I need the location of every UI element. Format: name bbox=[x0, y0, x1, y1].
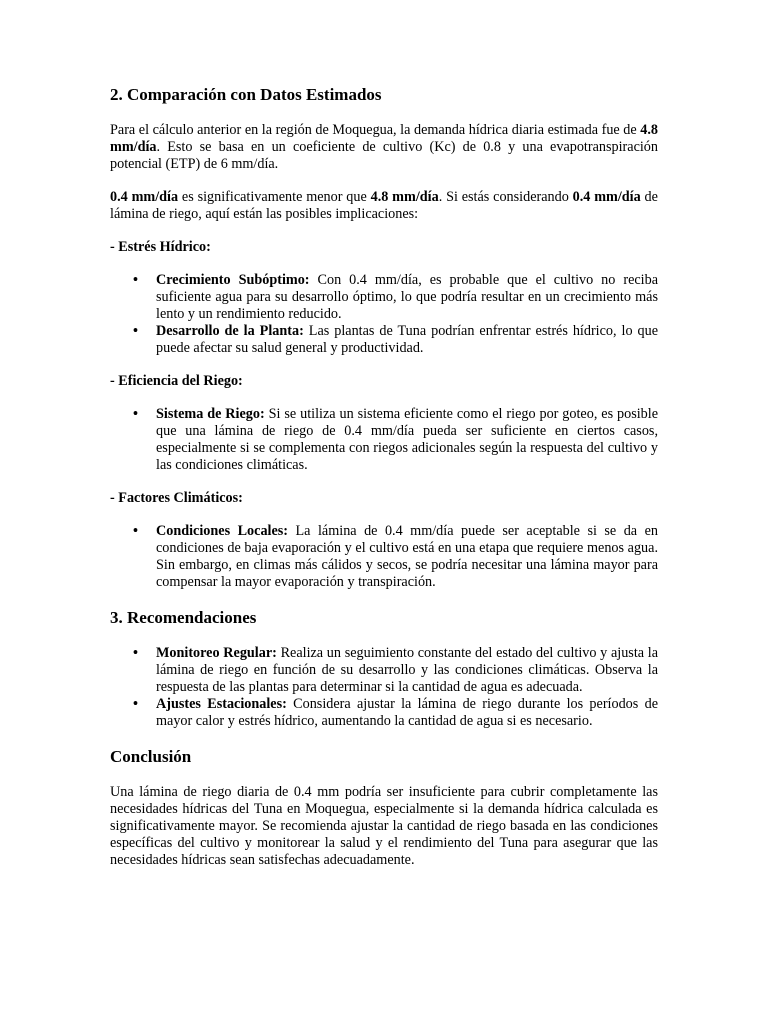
subheading-factores-climaticos: - Factores Climáticos: bbox=[110, 490, 243, 506]
list-item bbox=[133, 406, 659, 474]
text-run: . Si estás considerando bbox=[438, 189, 573, 205]
item-label: Monitoreo Regular: bbox=[156, 645, 277, 661]
item-text: Si se utiliza un sistema eficiente como el riego por goteo, es posible que una lámina de riego de 0.4 mm/día pueda ser suficiente en ciertos casos, especialmente si se complementa con riegos adicionales según la respuesta del cultivo y las condiciones climáticas. bbox=[156, 406, 659, 473]
conclusion-paragraph: Una lámina de riego diaria de 0.4 mm podría ser insuficiente para cubrir completamente las necesidades hídricas del Tuna en Moquegua, especialmente si la demanda hídrica calculada es significativamente mayor. Se recomienda ajustar la cantidad de riego basada en las condiciones específicas del cultivo y monitorear la salud y el rendimiento del Tuna para asegurar que las necesidades hídricas sean satisfechas adecuadamente. bbox=[110, 784, 658, 868]
text-run: . Esto se basa en un coeficiente de cultivo (Kc) de 0.8 y una evapotranspiración potencial (ETP) de 6 mm/día. bbox=[110, 139, 658, 172]
item-text: Las plantas de Tuna podrían enfrentar estrés hídrico, lo que puede afectar su salud general y productividad. bbox=[156, 323, 659, 356]
text-run: es significativamente menor que bbox=[178, 189, 371, 205]
paragraph-etp-estimate bbox=[110, 122, 658, 173]
bullet-icon: • bbox=[133, 523, 138, 539]
bullet-icon: • bbox=[133, 323, 138, 339]
bold-value: 4.8 mm/día bbox=[110, 122, 658, 155]
bullet-list-estres-hidrico bbox=[110, 272, 658, 357]
bold-value: 0.4 mm/día bbox=[572, 189, 641, 205]
item-label: Crecimiento Subóptimo: bbox=[156, 272, 310, 288]
list-item bbox=[133, 645, 658, 696]
list-item bbox=[133, 323, 659, 357]
bullet-icon: • bbox=[133, 406, 138, 422]
item-text: Considera ajustar la lámina de riego durante los períodos de mayor calor y estrés hídrico, aumentando la cantidad de agua si es necesario. bbox=[156, 696, 658, 729]
subheading-eficiencia-riego: - Eficiencia del Riego: bbox=[110, 373, 243, 389]
bold-value: 0.4 mm/día bbox=[110, 189, 179, 205]
bullet-list-recomendaciones bbox=[110, 645, 658, 730]
list-item bbox=[133, 523, 658, 591]
item-label: Sistema de Riego: bbox=[156, 406, 265, 422]
list-item bbox=[133, 696, 658, 730]
bullet-list-factores-climaticos bbox=[110, 523, 658, 591]
bullet-icon: • bbox=[133, 696, 138, 712]
item-label: Desarrollo de la Planta: bbox=[156, 323, 304, 339]
item-text: Con 0.4 mm/día, es probable que el cultivo no reciba suficiente agua para su desarrollo óptimo, lo que podría resultar en un crecimiento más lento y un rendimiento reducido. bbox=[156, 272, 659, 322]
item-text: La lámina de 0.4 mm/día puede ser aceptable si se da en condiciones de baja evaporación y el cultivo está en una etapa que requiere menos agua. Sin embargo, en climas más cálidos y secos, se podría necesitar una lámina mayor para compensar la mayor evaporación y transpiración. bbox=[156, 523, 658, 590]
item-text: Realiza un seguimiento constante del estado del cultivo y ajusta la lámina de riego en función de su desarrollo y las condiciones climáticas. Observa la respuesta de las plantas para determinar si la cantidad de agua es adecuada. bbox=[156, 645, 658, 695]
section-3-title: 3. Recomendaciones bbox=[110, 608, 257, 627]
subheading-estres-hidrico: - Estrés Hídrico: bbox=[110, 239, 211, 255]
document-page bbox=[110, 84, 658, 885]
bullet-icon: • bbox=[133, 272, 138, 288]
list-item bbox=[133, 272, 659, 323]
item-label: Ajustes Estacionales: bbox=[156, 696, 287, 712]
item-label: Condiciones Locales: bbox=[156, 523, 289, 539]
text-run: Para el cálculo anterior en la región de Moquegua, la demanda hídrica diaria estimada fue de bbox=[110, 122, 641, 138]
bullet-list-eficiencia-riego bbox=[110, 406, 658, 474]
conclusion-title: Conclusión bbox=[110, 747, 192, 766]
bullet-icon: • bbox=[133, 645, 138, 661]
bold-value: 4.8 mm/día bbox=[370, 189, 439, 205]
section-2-title: 2. Comparación con Datos Estimados bbox=[110, 85, 382, 104]
text-run: de lámina de riego, aquí están las posibles implicaciones: bbox=[110, 189, 658, 222]
paragraph-comparison bbox=[110, 189, 658, 223]
